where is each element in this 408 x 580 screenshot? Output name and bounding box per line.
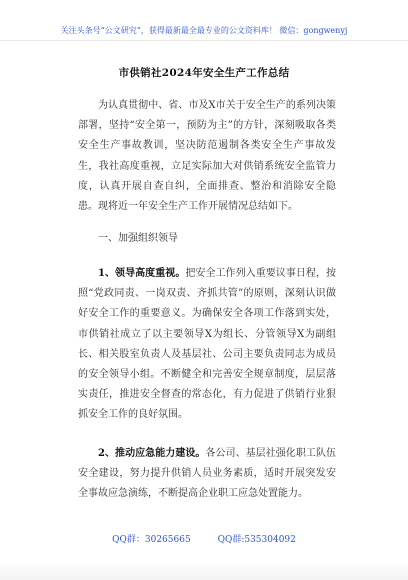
item2-paragraph [78,444,336,505]
item2-block [78,444,336,505]
item2-text: 各公司、基层社强化职工队伍安全建设，努力提升供销人员业务素质，适时开展突发安全事故应急演练，不断提高企业职工应急处置能力。 [78,448,336,500]
footer-qq-group-2: QQ群:535304092 [217,535,296,545]
item1-block [78,264,336,426]
header-bar [0,0,408,41]
item2-lead: 2、推动应急能力建设。 [98,448,206,459]
document-title: 市供销社2024年安全生产工作总结 [118,67,290,79]
intro-paragraph: 为认真贯彻中、省、市及X市关于安全生产的系列决策部署，坚持“安全第一，预防为主”的方针，深刻吸取各类安全生产事故教训，坚决防范遏制各类安全生产事故发生，我社高度重视，立足实际加大对供销系统安全监管力度，认真开展自查自纠，全面排查、整治和消除安全隐患。现将近一年安全生产工作开展情况总结如下。 [78,100,336,213]
section-heading-1: 一、加强组织领导 [98,233,178,244]
item1-lead: 1、领导高度重视。 [98,268,186,279]
bottom-fade [0,560,408,580]
header-promo-note: 关注头条号“公文研究”，获得最新最全最专业的公文资料库！ 微信：gongwenyj [60,26,348,35]
intro-block [78,96,336,217]
footer-qq-group-1: QQ群：30265665 [112,535,191,545]
item1-text: 把安全工作列入重要议事日程，按照“党政同责、一岗双责、齐抓共管”的原则，深刻认识做好安全工作的重要意义。为确保安全各项工作落到实处，市供销社成立了以主要领导X为组长、分管领导X为副组长、相关股室负责人及基层社、公司主要负责同志为成员的安全领导小组。不断健全和完善安全规章制度，层层落实责任，推进安全督查的常态化，有力促进了供销行业狠抓安全工作的良好氛围。 [78,268,337,421]
item1-paragraph [78,264,336,426]
footer-contacts [0,534,408,546]
